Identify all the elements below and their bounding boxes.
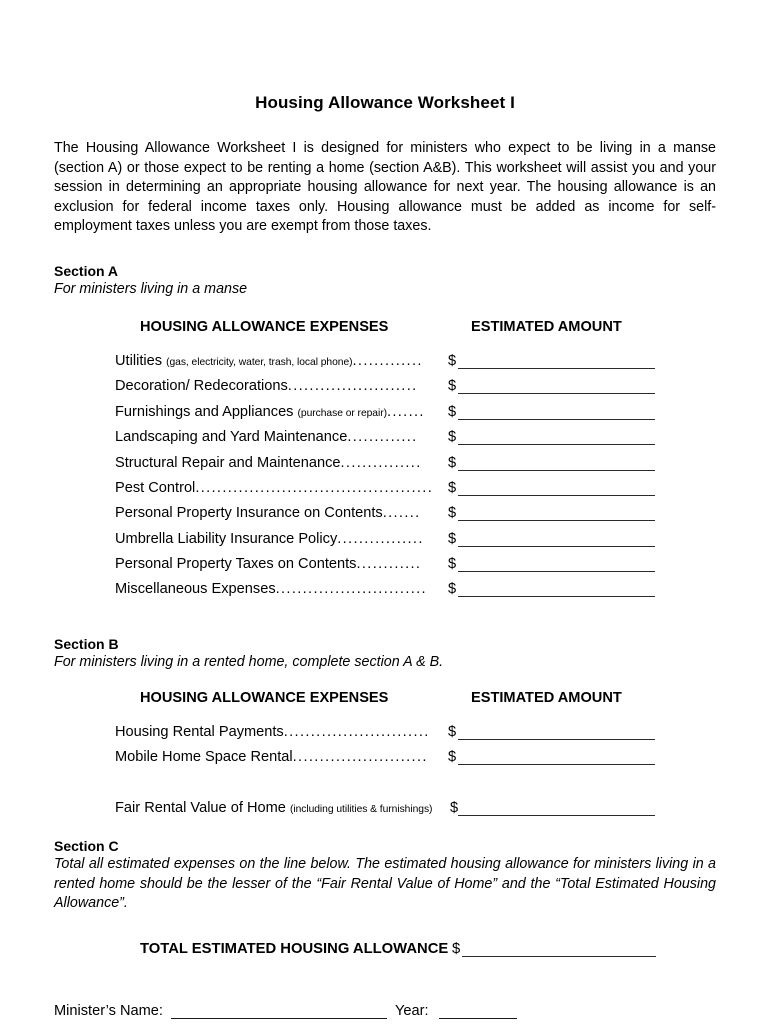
currency-symbol: $ xyxy=(448,454,457,471)
page-title: Housing Allowance Worksheet I xyxy=(255,93,515,112)
currency-symbol: $ xyxy=(448,429,457,446)
expense-row xyxy=(54,723,716,748)
expense-row xyxy=(54,580,716,605)
total-label: TOTAL ESTIMATED HOUSING ALLOWANCE xyxy=(140,940,449,957)
section-a-label: Section A xyxy=(54,262,119,279)
expense-label: Fair Rental Value of Home (including utilities & furnishings) xyxy=(115,800,433,817)
currency-symbol: $ xyxy=(448,556,457,573)
expenses-column-header: HOUSING ALLOWANCE EXPENSES xyxy=(140,689,389,706)
expense-row xyxy=(54,530,716,555)
currency-symbol: $ xyxy=(448,749,457,766)
worksheet-page xyxy=(54,0,716,1024)
expense-label: Miscellaneous Expenses............................ xyxy=(115,581,427,598)
expense-row xyxy=(54,479,716,504)
currency-symbol: $ xyxy=(448,378,457,395)
year-input-line[interactable] xyxy=(439,1018,517,1019)
total-row xyxy=(54,940,716,966)
currency-symbol: $ xyxy=(448,479,457,496)
minister-name-label: Minister’s Name: xyxy=(54,1002,163,1019)
currency-symbol: $ xyxy=(448,352,457,369)
section-a-rows xyxy=(54,352,716,606)
row-spacer xyxy=(54,774,716,799)
section-b-subtitle: For ministers living in a rented home, complete section A & B. xyxy=(54,653,444,670)
expense-row xyxy=(54,352,716,377)
expense-row xyxy=(54,377,716,402)
expense-label: Structural Repair and Maintenance............... xyxy=(115,454,422,471)
section-a-column-headers xyxy=(54,319,716,340)
amount-input-line[interactable] xyxy=(458,444,655,445)
currency-symbol: $ xyxy=(452,940,461,957)
total-input-line[interactable] xyxy=(462,956,656,957)
amount-column-header: ESTIMATED AMOUNT xyxy=(471,318,622,335)
amount-input-line[interactable] xyxy=(458,739,655,740)
amount-input-line[interactable] xyxy=(458,368,655,369)
expense-label: Decoration/ Redecorations........................ xyxy=(115,378,418,395)
section-b-label: Section B xyxy=(54,635,119,652)
expense-label: Umbrella Liability Insurance Policy................ xyxy=(115,530,424,547)
amount-input-line[interactable] xyxy=(458,815,655,816)
currency-symbol: $ xyxy=(448,505,457,522)
expense-label: Utilities (gas, electricity, water, trash, local phone)............. xyxy=(115,352,423,369)
expense-label: Landscaping and Yard Maintenance............. xyxy=(115,429,418,446)
signature-row xyxy=(54,1002,716,1026)
expense-row xyxy=(54,504,716,529)
section-b-rows xyxy=(54,723,716,825)
expense-row xyxy=(54,555,716,580)
year-label: Year: xyxy=(395,1002,429,1019)
currency-symbol: $ xyxy=(450,800,459,817)
currency-symbol: $ xyxy=(448,581,457,598)
minister-name-input-line[interactable] xyxy=(171,1018,387,1019)
expense-label: Mobile Home Space Rental......................... xyxy=(115,749,428,766)
section-c xyxy=(54,838,716,913)
section-b-column-headers xyxy=(54,690,716,711)
amount-input-line[interactable] xyxy=(458,596,655,597)
expense-label: Personal Property Taxes on Contents............ xyxy=(115,556,422,573)
amount-column-header: ESTIMATED AMOUNT xyxy=(471,689,622,706)
currency-symbol: $ xyxy=(448,723,457,740)
amount-input-line[interactable] xyxy=(458,546,655,547)
expense-label: Housing Rental Payments........................... xyxy=(115,723,430,740)
amount-input-line[interactable] xyxy=(458,764,655,765)
section-a xyxy=(54,263,716,299)
amount-input-line[interactable] xyxy=(458,495,655,496)
amount-input-line[interactable] xyxy=(458,393,655,394)
expense-label: Furnishings and Appliances (purchase or repair)....... xyxy=(115,403,425,420)
expense-row xyxy=(54,454,716,479)
section-a-subtitle: For ministers living in a manse xyxy=(54,280,248,297)
section-c-body: Total all estimated expenses on the line below. The estimated housing allowance for ministers living in a rented home should be the lesser of the “Fair Rental Value of Home” and the “Total Estimated Housing Allowance”. xyxy=(54,856,716,912)
currency-symbol: $ xyxy=(448,403,457,420)
intro-paragraph: The Housing Allowance Worksheet I is designed for ministers who expect to be living in a manse (section A) or those expect to be renting a home (section A&B). This worksheet will assist you and your session in determining an appropriate housing allowance for next year. The housing allowance is an exclusion for federal income taxes only. Housing allowance must be added as income for self-employment taxes unless you are exempt from those taxes. xyxy=(54,140,716,235)
expense-row xyxy=(54,403,716,428)
expenses-column-header: HOUSING ALLOWANCE EXPENSES xyxy=(140,318,389,335)
expense-label: Pest Control............................................ xyxy=(115,479,434,496)
amount-input-line[interactable] xyxy=(458,520,655,521)
section-b xyxy=(54,636,716,672)
currency-symbol: $ xyxy=(448,530,457,547)
expense-row xyxy=(54,799,716,824)
section-c-label: Section C xyxy=(54,838,119,855)
amount-input-line[interactable] xyxy=(458,419,655,420)
expense-row xyxy=(54,748,716,773)
amount-input-line[interactable] xyxy=(458,470,655,471)
expense-label: Personal Property Insurance on Contents....... xyxy=(115,505,421,522)
amount-input-line[interactable] xyxy=(458,571,655,572)
expense-row xyxy=(54,428,716,453)
